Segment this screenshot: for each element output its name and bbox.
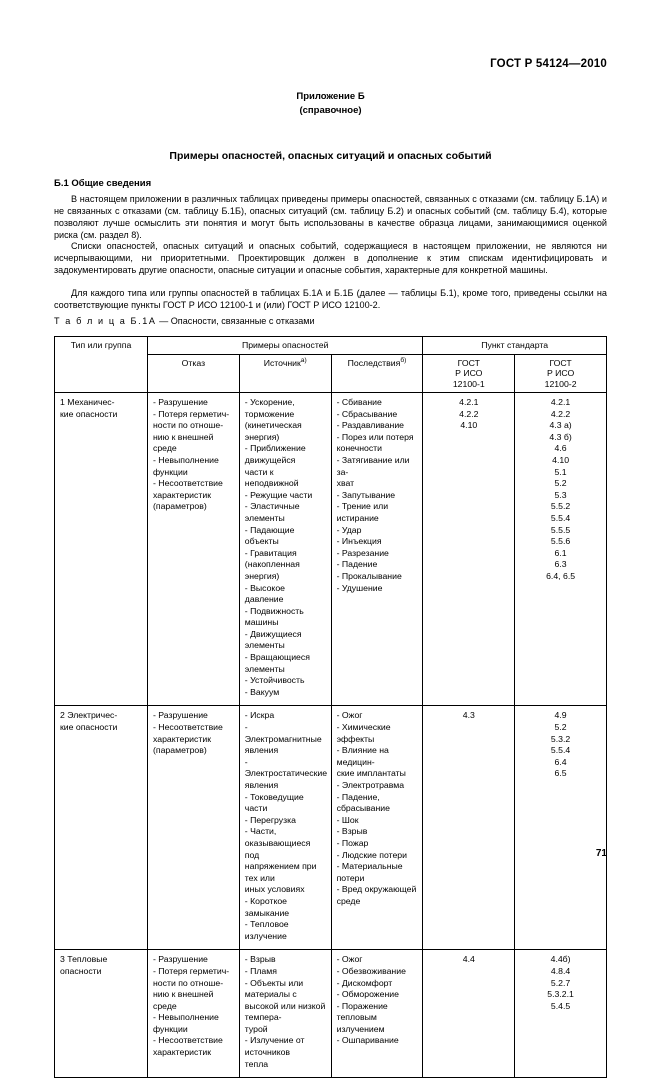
cell-line: среде — [153, 1000, 177, 1011]
table-row — [55, 950, 607, 1078]
paragraph-3 — [54, 288, 607, 312]
reference-item: 4.2.2 — [459, 408, 479, 419]
header-type-or-group: Тип или группа — [55, 337, 148, 393]
cell-line-list — [153, 710, 234, 756]
cell-line: - Высокое давление — [244, 582, 285, 605]
table-row — [55, 706, 607, 950]
cell-line: высокой или низкой темпера- — [244, 1000, 326, 1023]
header-consequences-label: Последствия — [347, 357, 401, 368]
cell-line: - Части, оказывающиеся под — [244, 826, 311, 860]
reference-item: 5.3.2 — [550, 733, 571, 744]
header-ref-12100-1 — [423, 354, 515, 393]
cell-line: функции — [153, 1023, 188, 1034]
cell-failures — [148, 393, 240, 706]
cell-line: - Несоответствие — [153, 1035, 223, 1046]
cell-line: - Шок — [336, 814, 359, 825]
header-ref2-line1: ГОСТ — [549, 357, 572, 368]
cell-line: - Вращающиеся элементы — [244, 652, 310, 674]
cell-line: - Эластичные элементы — [244, 501, 300, 523]
cell-line: - Поражение тепловым — [336, 1000, 388, 1023]
cell-line: нию к внешней — [153, 989, 214, 1000]
header-ref2-line3: 12100-2 — [544, 378, 577, 389]
cell-line: - Материальные потери — [336, 861, 403, 883]
header-consequences — [331, 354, 423, 393]
cell-line: - Ожог — [336, 954, 363, 965]
cell-consequences — [331, 706, 423, 950]
reference-item: 5.5.6 — [550, 536, 571, 547]
page-number: 71 — [595, 848, 607, 859]
cell-line: - Людские потери — [336, 849, 407, 860]
cell-hazard-type — [55, 950, 148, 1078]
table-caption-label: Т а б л и ц а Б.1А — [54, 316, 157, 326]
cell-line: - Электростатические явления — [244, 756, 328, 790]
cell-line: - Несоответствие — [153, 722, 223, 733]
cell-ref-12100-2 — [515, 393, 607, 706]
cell-line-list — [337, 710, 418, 907]
cell-line-list — [245, 397, 326, 698]
reference-item: 5.3 — [554, 489, 567, 500]
reference-list — [428, 397, 509, 432]
header-source-label: Источник — [263, 357, 301, 368]
cell-line: - Несоответствие — [153, 478, 223, 489]
cell-line: - Короткое замыкание — [244, 895, 290, 918]
cell-line: характеристик — [153, 733, 212, 744]
reference-item: 4.6 — [554, 443, 567, 454]
cell-line: иных условиях — [244, 884, 305, 895]
reference-item: 5.1 — [554, 466, 567, 477]
cell-line: (параметров) — [153, 745, 207, 756]
cell-line: конечности — [336, 443, 382, 454]
cell-line-list — [245, 710, 326, 942]
cell-line: - Падение, сбрасывание — [336, 791, 390, 814]
cell-line: - Режущие части — [244, 489, 313, 500]
reference-item: 6.4 — [554, 756, 567, 767]
cell-line: - Порез или потеря — [336, 431, 414, 442]
table-body — [55, 393, 607, 1078]
cell-line: напряжением при тех или — [244, 861, 317, 883]
reference-list — [520, 954, 601, 1012]
cell-line: кие опасности — [60, 408, 118, 419]
reference-item: 5.5.4 — [550, 512, 571, 523]
appendix-heading: Примеры опасностей, опасных ситуаций и опасных событий — [169, 150, 492, 162]
cell-line: - Потеря герметич- — [153, 965, 230, 976]
cell-line: - Падающие объекты — [244, 524, 295, 547]
reference-list — [520, 397, 601, 583]
reference-item: 6.1 — [554, 547, 567, 558]
cell-line: опасности — [60, 965, 102, 976]
cell-line: - Ошпаривание — [336, 1035, 399, 1046]
cell-failures — [148, 706, 240, 950]
cell-line: - Разрезание — [336, 547, 389, 558]
cell-line: среде — [153, 443, 177, 454]
cell-line: - Удар — [336, 524, 362, 535]
cell-line: - Разрушение — [153, 710, 208, 721]
cell-line: ские имплантаты — [336, 768, 406, 779]
reference-item: 5.2 — [554, 722, 567, 733]
cell-line: - Обезвоживание — [336, 965, 406, 976]
appendix-title-block — [0, 90, 661, 118]
cell-line: - Приближение движущейся — [244, 443, 306, 465]
cell-line: - Электромагнитные явления — [244, 722, 322, 756]
cell-line: - Ускорение, торможение — [244, 397, 295, 419]
reference-item: 4.10 — [460, 420, 478, 431]
cell-line: - Разрушение — [153, 954, 208, 965]
paragraph-3-text: Для каждого типа или группы опасностей в таблицах Б.1А и Б.1Б (далее — таблицы Б.1), кроме того, приведены ссылки на соответствующие пункты ГОСТ Р ИСО 12100-1 и (или) ГОСТ Р ИСО 12100-2. — [54, 288, 607, 310]
cell-line: 2 Электричес- — [60, 710, 118, 721]
header-failure: Отказ — [148, 354, 240, 393]
cell-line: - Вред окружающей — [336, 884, 417, 895]
cell-line: - Невыполнение — [153, 454, 219, 465]
header-consequences-footnote-marker: б) — [400, 356, 407, 364]
hazards-table — [54, 336, 607, 1078]
cell-line: - Сбрасывание — [336, 408, 398, 419]
reference-item: 4.3 а) — [549, 420, 572, 431]
cell-line: 3 Тепловые — [60, 954, 108, 965]
reference-item: 5.5.2 — [550, 501, 571, 512]
cell-line: - Запутывание — [336, 489, 396, 500]
cell-failures — [148, 950, 240, 1078]
cell-ref-12100-2 — [515, 706, 607, 950]
reference-item: 4.3 — [462, 710, 475, 721]
reference-item: 4.10 — [552, 454, 570, 465]
paragraph-2-text: Списки опасностей, опасных ситуаций и опасных событий, содержащиеся в настоящем приложении, не являются ни исчерпывающими, ни приоритетными. Проектировщик должен в дополнение к этим спискам идентифицировать и задокументировать другие опасности, опасные ситуации и опасные события, характерные для конкретной машины. — [54, 241, 607, 275]
standard-header: ГОСТ Р 54124—2010 — [490, 58, 607, 70]
cell-line: функции — [153, 466, 188, 477]
cell-line: - Влияние на медицин- — [336, 745, 389, 767]
cell-line: энергия) — [244, 570, 280, 581]
cell-consequences — [331, 393, 423, 706]
cell-line: - Дискомфорт — [336, 977, 393, 988]
header-source — [239, 354, 331, 393]
cell-line: - Удушение — [336, 582, 383, 593]
table-head — [55, 337, 607, 393]
appendix-subtitle: (справочное) — [299, 105, 362, 116]
cell-line-list — [337, 397, 418, 594]
cell-line: - Вакуум — [244, 686, 280, 697]
reference-item: 5.2 — [554, 478, 567, 489]
cell-sources — [239, 706, 331, 950]
cell-line: - Затягивание или за- — [336, 454, 410, 477]
header-ref1-line2: Р ИСО — [455, 368, 483, 378]
cell-line: тепла — [244, 1058, 269, 1069]
cell-line: - Сбивание — [336, 397, 382, 407]
header-ref1-line3: 12100-1 — [452, 378, 485, 389]
reference-item: 6.4, 6.5 — [546, 570, 576, 581]
header-source-footnote-marker: а) — [300, 356, 307, 364]
header-examples-group: Примеры опасностей — [148, 337, 423, 355]
cell-consequences — [331, 950, 423, 1078]
cell-line: - Инъекция — [336, 536, 382, 547]
cell-line: - Ожог — [336, 710, 363, 721]
cell-line: хват — [336, 478, 355, 489]
reference-item: 4.2.1 — [550, 397, 571, 407]
cell-hazard-type — [55, 706, 148, 950]
cell-line-list — [337, 954, 418, 1047]
cell-line: - Тепловое излучение — [244, 919, 289, 941]
reference-item: 4.2.2 — [550, 408, 571, 419]
cell-line: - Устойчивость — [244, 675, 305, 686]
reference-item: 4.3 б) — [549, 431, 572, 442]
cell-line: - Раздавливание — [336, 420, 405, 431]
cell-line: (кинетическая энергия) — [244, 420, 302, 442]
cell-line: - Трение или истирание — [336, 501, 389, 523]
reference-item: 5.3.2.1 — [547, 989, 574, 1000]
cell-line: ности по отноше- — [153, 420, 224, 431]
paragraph-1-text: В настоящем приложении в различных таблицах приведены примеры опасностей, связанных с отказами (см. таблицу Б.1А) и не связанных с отказами (см. таблицу Б.1Б), опасных ситуаций (см. таблицу Б.2) и опасных событий (см. таблицу Б.4), которые позволяют лучше осмыслить эти понятия и могут быть использованы в качестве образца лицами, занимающимися оценкой риска (см. раздел 8). — [54, 194, 607, 240]
cell-line: нию к внешней — [153, 431, 214, 442]
reference-list — [428, 954, 509, 966]
table-caption — [54, 316, 315, 326]
appendix-title: Приложение Б — [296, 91, 365, 102]
reference-item: 4.4 — [462, 954, 475, 965]
cell-line-list — [153, 397, 234, 513]
cell-line: - Взрыв — [336, 826, 368, 837]
reference-list — [520, 710, 601, 780]
cell-line: - Разрушение — [153, 397, 208, 407]
reference-item: 4.4б) — [550, 954, 571, 965]
cell-line: излучением — [336, 1023, 385, 1034]
cell-line: - Движущиеся элементы — [244, 628, 302, 651]
cell-line-list — [153, 954, 234, 1058]
paragraph-2 — [54, 241, 607, 277]
cell-hazard-type — [55, 393, 148, 706]
cell-line: ности по отноше- — [153, 977, 224, 988]
cell-line: - Токоведущие части — [244, 791, 304, 814]
cell-line: части к неподвижной — [244, 466, 299, 489]
cell-line: - Падение — [336, 559, 378, 570]
table-caption-text: — Опасности, связанные с отказами — [156, 316, 315, 326]
cell-line: - Подвижность машины — [244, 605, 304, 628]
reference-list — [428, 710, 509, 722]
table-row — [55, 393, 607, 706]
clause-heading: Б.1 Общие сведения — [54, 178, 152, 189]
cell-line: - Объекты или материалы с — [244, 977, 304, 1000]
cell-line: - Потеря герметич- — [153, 408, 230, 419]
reference-item: 5.2.7 — [550, 977, 571, 988]
cell-line: - Обморожение — [336, 989, 399, 1000]
cell-line: среде — [336, 895, 361, 906]
reference-item: 4.9 — [554, 710, 567, 721]
cell-line-list — [245, 954, 326, 1070]
cell-line: - Перегрузка — [244, 814, 296, 825]
reference-item: 5.5.5 — [550, 524, 571, 535]
cell-line: - Электротравма — [336, 780, 405, 790]
reference-item: 6.3 — [554, 559, 567, 570]
cell-line: - Невыполнение — [153, 1012, 219, 1023]
table-header-row-1 — [55, 337, 607, 355]
header-ref2-line2: Р ИСО — [546, 368, 575, 378]
cell-ref-12100-1 — [423, 393, 515, 706]
cell-line: - Пламя — [244, 965, 277, 976]
cell-line: - Излучение от источников — [244, 1035, 305, 1058]
header-ref-12100-2 — [515, 354, 607, 393]
cell-line: - Гравитация (накопленная — [244, 547, 300, 570]
cell-line: кие опасности — [60, 722, 118, 733]
reference-item: 4.2.1 — [459, 397, 479, 407]
reference-item: 5.5.4 — [550, 745, 571, 756]
reference-item: 4.8.4 — [550, 965, 571, 976]
cell-line: - Химические эффекты — [336, 722, 391, 744]
cell-line: - Прокалывание — [336, 570, 402, 581]
reference-item: 6.5 — [554, 768, 567, 779]
cell-line: турой — [244, 1023, 268, 1034]
cell-line: - Пожар — [336, 837, 369, 848]
header-standard-clause-group: Пункт стандарта — [423, 337, 607, 355]
cell-sources — [239, 950, 331, 1078]
cell-line: - Взрыв — [244, 954, 276, 965]
cell-line: (параметров) — [153, 501, 207, 512]
cell-ref-12100-2 — [515, 950, 607, 1078]
cell-ref-12100-1 — [423, 950, 515, 1078]
cell-line: характеристик — [153, 1047, 212, 1058]
cell-line: 1 Механичес- — [60, 397, 115, 407]
cell-line: характеристик — [153, 489, 212, 500]
header-ref1-line1: ГОСТ — [457, 357, 480, 368]
cell-ref-12100-1 — [423, 706, 515, 950]
cell-line: - Искра — [244, 710, 275, 721]
cell-sources — [239, 393, 331, 706]
reference-item: 5.4.5 — [550, 1000, 571, 1011]
paragraph-1 — [54, 194, 607, 242]
